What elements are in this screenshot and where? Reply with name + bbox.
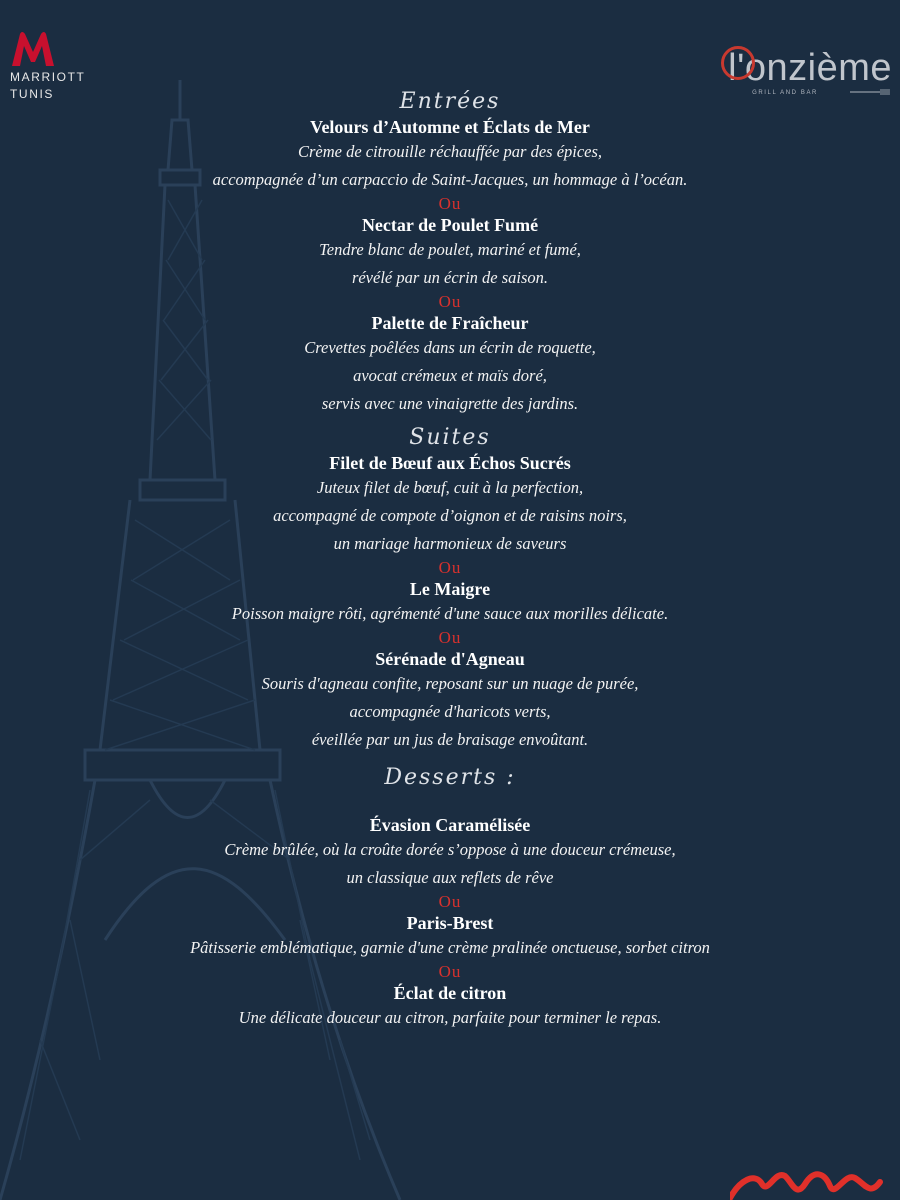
hotel-city: TUNIS [10,87,54,101]
section-title-suites: Suites [409,425,491,450]
red-brushstroke-decoration [730,1160,900,1200]
or-separator: Ou [438,194,462,213]
ring-mark-icon [721,46,755,80]
menu-content [0,88,900,1032]
dish-description: Pâtisserie emblématique, garnie d'une crème pralinée onctueuse, sorbet citron [190,938,710,957]
or-separator: Ou [438,628,462,647]
or-separator: Ou [438,892,462,911]
dish-name: Paris-Brest [406,913,494,933]
dish-name: Filet de Bœuf aux Échos Sucrés [329,453,571,473]
dish-name: Nectar de Poulet Fumé [361,215,539,235]
dish-name: Sérénade d'Agneau [375,649,525,669]
dish-description: avocat crémeux et maïs doré, [353,366,547,385]
dish-description: Poisson maigre rôti, agrémenté d'une sauce aux morilles délicate. [231,604,669,623]
dish-description: un mariage harmonieux de saveurs [333,534,567,553]
hotel-brand: MARRIOTT [10,70,86,84]
dish-description: accompagnée d’un carpaccio de Saint-Jacques, un hommage à l’océan. [212,170,688,189]
dish-name: Éclat de citron [393,983,507,1003]
dish-description: Juteux filet de bœuf, cuit à la perfection, [316,478,584,497]
or-separator: Ou [438,292,462,311]
dish-description: Une délicate douceur au citron, parfaite pour terminer le repas. [238,1008,662,1027]
restaurant-tagline: GRILL AND BAR [752,90,818,96]
dish-description: éveillée par un jus de braisage envoûtant. [311,730,589,749]
section-title-desserts: Desserts : [384,765,516,790]
restaurant-name: l'onzième [682,48,892,88]
dish-description: révélé par un écrin de saison. [351,268,549,287]
dish-description: Tendre blanc de poulet, mariné et fumé, [319,240,581,259]
or-separator: Ou [438,558,462,577]
dish-description: Crevettes poêlées dans un écrin de roquette, [304,338,596,357]
dish-description: un classique aux reflets de rêve [346,868,554,887]
dish-description: accompagnée d'haricots verts, [349,702,551,721]
dish-description: Crème de citrouille réchauffée par des épices, [297,142,603,161]
dish-name: Le Maigre [409,579,491,599]
dish-description: Crème brûlée, où la croûte dorée s’oppose à une douceur crémeuse, [224,840,676,859]
section-title-entrees: Entrées [399,89,501,114]
marriott-m-icon [10,28,56,68]
dish-description: accompagné de compote d’oignon et de raisins noirs, [273,506,627,525]
dish-name: Évasion Caramélisée [369,815,531,835]
dish-description: servis avec une vinaigrette des jardins. [321,394,579,413]
dish-name: Palette de Fraîcheur [371,313,529,333]
or-separator: Ou [438,962,462,981]
dish-description: Souris d'agneau confite, reposant sur un nuage de purée, [261,674,639,693]
dish-name: Velours d’Automne et Éclats de Mer [310,117,590,137]
